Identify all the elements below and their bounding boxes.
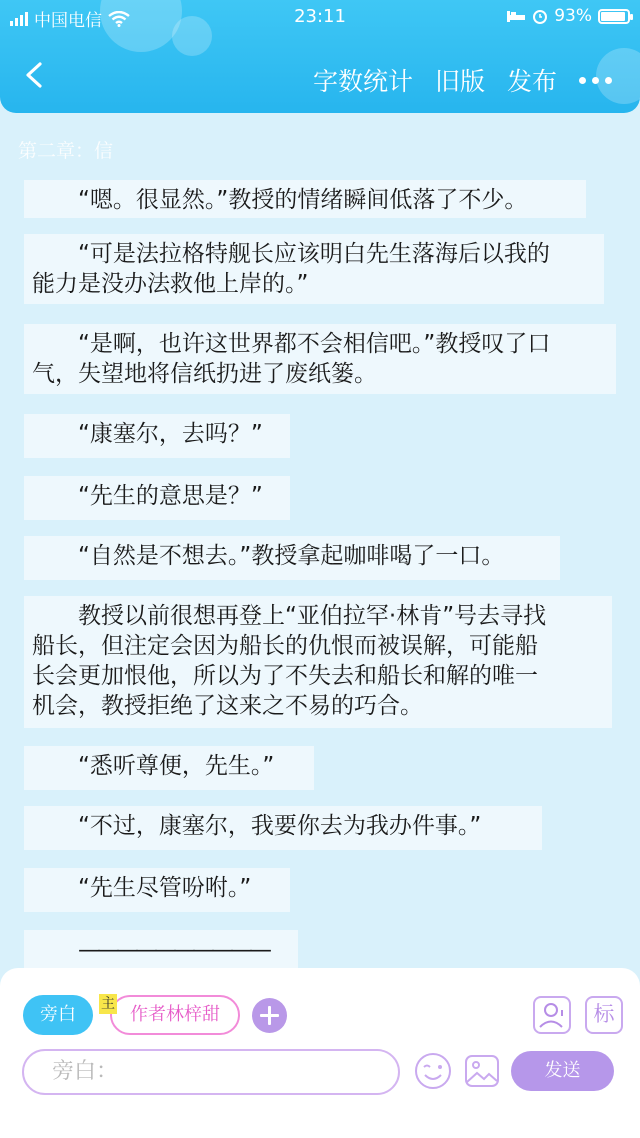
list-item[interactable]: [24, 868, 290, 912]
status-bar: [0, 0, 640, 34]
list-item[interactable]: [24, 414, 290, 458]
battery-percent: 93%: [554, 6, 592, 26]
bed-icon: [506, 9, 526, 23]
old-version-button[interactable]: 旧版: [434, 67, 485, 96]
list-item[interactable]: [24, 536, 560, 580]
list-item[interactable]: [24, 476, 290, 520]
battery-icon: [598, 9, 630, 24]
mark-button[interactable]: 标: [585, 996, 623, 1034]
story-content: [0, 178, 640, 968]
paragraph-text: ——————————: [78, 937, 268, 963]
list-item[interactable]: [24, 234, 604, 304]
carrier-label: 中国电信: [34, 11, 102, 31]
paragraph-text: 教授以前很想再登上“亚伯拉罕·林肯”号去寻找 船长，但注定会因为船长的仇恨而被误解，可能船 长会更加恨他，所以为了不失去和船长和解的唯一 机会，教授拒绝了这来之不易的巧合。: [32, 603, 547, 719]
list-item[interactable]: [24, 596, 612, 728]
list-item[interactable]: [24, 180, 586, 218]
paragraph-text: “是啊，也许这世界都不会相信吧。”教授叹了口 气，失望地将信纸扔进了废纸篓。: [32, 331, 551, 387]
paragraph-text: “康塞尔，去吗？”: [78, 421, 263, 447]
list-item[interactable]: [24, 324, 616, 394]
alarm-icon: [532, 8, 548, 24]
compose-panel: [0, 968, 640, 1138]
main-role-badge: 主: [101, 996, 115, 1012]
list-item[interactable]: [24, 806, 542, 850]
publish-button[interactable]: 发布: [506, 67, 557, 96]
narrator-chip[interactable]: 旁白: [23, 995, 93, 1035]
plus-circle-icon[interactable]: [252, 998, 287, 1033]
word-count-button[interactable]: 字数统计: [312, 67, 413, 96]
more-dots-icon[interactable]: [579, 77, 612, 84]
top-bar: [0, 0, 640, 113]
chevron-left-icon[interactable]: [22, 62, 48, 88]
paragraph-text: “悉听尊便，先生。”: [78, 753, 275, 779]
paragraph-text: “嗯。很显然。”教授的情绪瞬间低落了不少。: [78, 187, 528, 213]
list-item[interactable]: [24, 930, 298, 968]
image-icon[interactable]: [463, 1052, 501, 1090]
person-glyph: [535, 998, 569, 1032]
paragraph-text: “自然是不想去。”教授拿起咖啡喝了一口。: [78, 543, 505, 569]
person-icon[interactable]: [533, 996, 571, 1034]
author-chip[interactable]: 作者林梓甜: [110, 995, 240, 1035]
paragraph-text: “不过，康塞尔，我要你去为我办件事。”: [78, 813, 482, 839]
paragraph-text: “可是法拉格特舰长应该明白先生落海后以我的 能力是没办法救他上岸的。”: [32, 241, 550, 297]
nav-actions: [313, 62, 640, 98]
message-input[interactable]: 旁白：: [22, 1049, 400, 1095]
list-item[interactable]: [24, 746, 314, 790]
clock: 23:11: [294, 6, 346, 27]
paragraph-text: “先生的意思是？”: [78, 483, 263, 509]
paragraph-text: “先生尽管吩咐。”: [78, 875, 252, 901]
chapter-title: 第二章：信: [18, 140, 114, 162]
send-button[interactable]: 发送: [511, 1051, 614, 1091]
emoji-icon[interactable]: [414, 1052, 452, 1090]
